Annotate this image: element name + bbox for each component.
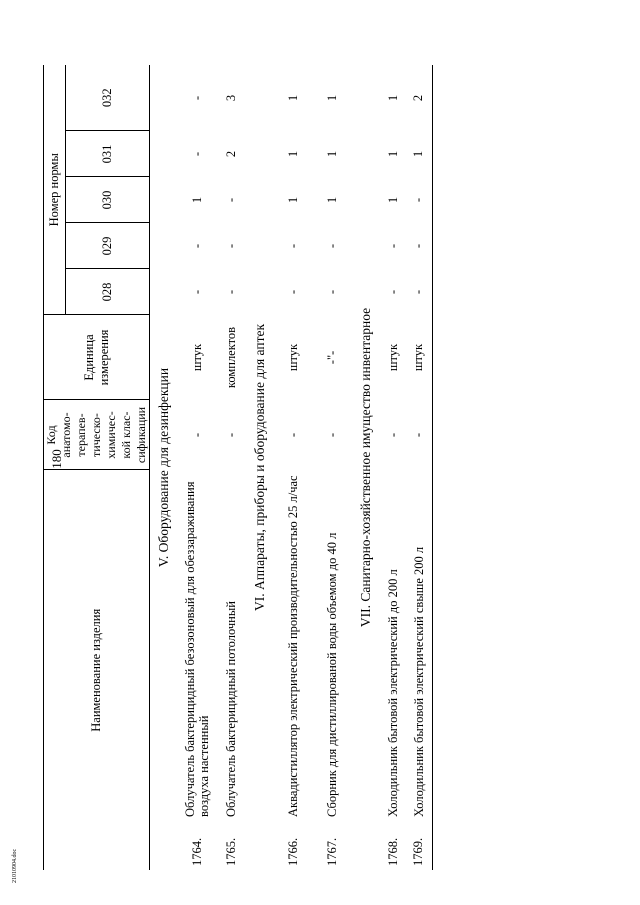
row-unit: штук [189,343,204,372]
row-value: - [189,151,204,157]
header-norm: 030 [66,177,150,223]
row-value: 1 [385,94,400,102]
row-value: - [285,289,300,295]
table-row [406,65,432,870]
table-row [312,65,352,870]
row-value: - [223,197,238,203]
row-value: 1 [324,150,339,158]
row-value: - [385,289,400,295]
table-row [274,65,312,870]
row-value: - [406,223,432,269]
table-row [216,65,246,870]
row-value: 1 [385,196,400,204]
row-value: - [406,177,432,223]
row-value: - [189,289,204,295]
row-code: - [189,432,204,438]
document-id: 21010904.doc [12,848,18,883]
row-value: - [189,95,204,101]
row-code: - [385,432,400,438]
row-value: - [406,269,432,315]
row-unit: комплектов [223,326,238,389]
section-title: V. Оборудование для дезинфекции [150,65,179,870]
row-number: 1766. [285,837,300,866]
table-row [178,65,216,870]
row-value: - [223,289,238,295]
row-value: - [189,243,204,249]
row-number: 1764. [189,837,204,866]
row-unit: штук [406,315,432,400]
row-name: Облучатель бактерицидный потолочный [224,601,238,817]
header-norm: 029 [66,223,150,269]
row-number: 1765. [223,837,238,866]
header-norm: 031 [66,131,150,177]
header-name: Наименование изделия [44,470,150,870]
row-value: 1 [285,196,300,204]
row-value: - [324,243,339,249]
row-value: - [223,243,238,249]
row-code: - [285,432,300,438]
row-number: 1769. [406,820,432,870]
section-title: VI. Аппараты, приборы и оборудование для аптек [252,323,267,612]
norms-table [43,65,433,870]
rotated-page-content [43,65,608,870]
row-value: 1 [285,150,300,158]
row-value: 1 [285,94,300,102]
header-norm: 028 [66,269,150,315]
row-unit: штук [385,343,400,372]
row-number: 1768. [385,837,400,866]
row-value: - [285,243,300,249]
row-name: Холодильник бытовой электрический до 200 л [386,569,400,817]
section-heading [150,65,179,870]
row-value: 2 [223,150,238,158]
row-value: - [324,289,339,295]
row-value: 1 [189,196,204,204]
row-value: 1 [324,196,339,204]
header-norm: 032 [66,65,150,131]
row-name: Холодильник бытовой электрический свыше 200 л [406,470,432,820]
table-row [380,65,406,870]
row-value: 1 [406,131,432,177]
row-code: - [223,432,238,438]
header-norm-group: Номер нормы [44,65,66,315]
page-number: 180 [49,449,64,469]
section-heading [246,65,274,870]
section-title: VII. Санитарно-хозяйственное имущество инвентарное [358,307,373,628]
header-unit: Единица измерения [44,315,150,400]
row-unit: штук [285,343,300,372]
row-value: - [385,243,400,249]
row-number: 1767. [324,837,339,866]
row-value: 1 [385,150,400,158]
row-unit: -"- [324,350,339,365]
row-code: - [406,400,432,470]
row-name: Аквадистиллятор электрический производительностью 25 л/час [286,475,300,817]
row-value: 1 [324,94,339,102]
section-heading [352,65,380,870]
table-header [44,65,150,870]
row-name: Сборник для дистиллированой воды объемом до 40 л [325,532,339,817]
row-code: - [324,432,339,438]
header-code: Код анатомо-терапев-тическо-химичес-кой клас-сификации [44,400,150,470]
row-name: Облучатель бактерицидный безозоновый для обеззараживания воздуха настенный [183,481,211,817]
row-value: 2 [406,65,432,131]
row-value: 3 [223,94,238,102]
